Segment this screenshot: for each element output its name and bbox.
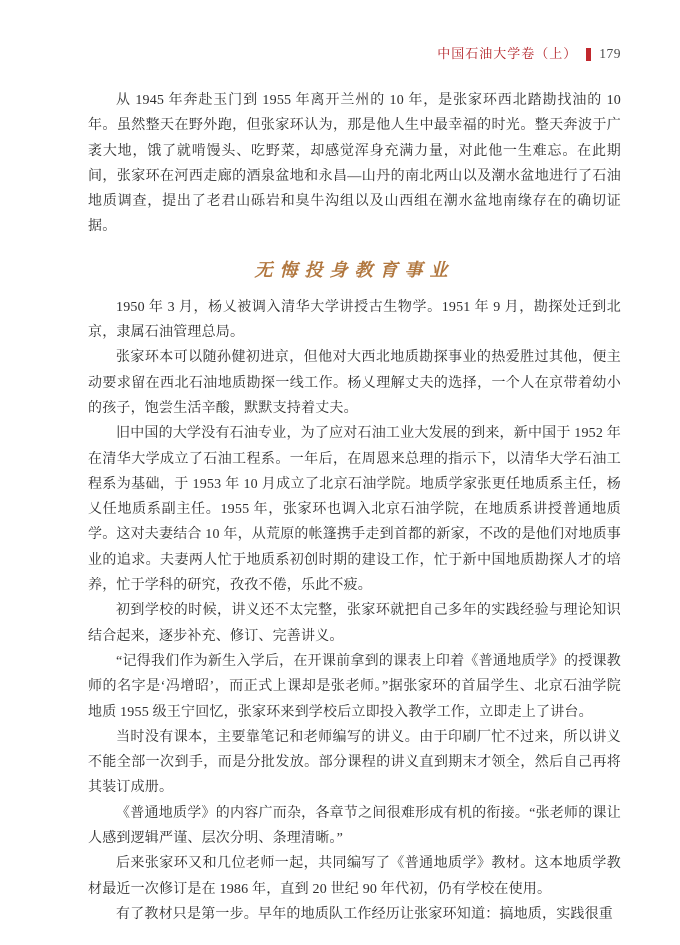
paragraph: “记得我们作为新生入学后，在开课前拿到的课表上印着《普通地质学》的授课教师的名字是‘冯增昭’，而正式上课却是张老师。”据张家环的首届学生、北京石油学院地质 1955 级王宁回忆，张家环来到学校后立即投入教学工作，立即走上了讲台。	[88, 653, 621, 720]
header-divider-bar	[586, 48, 591, 61]
section-heading: 无悔投身教育事业	[254, 259, 455, 280]
paragraph: 有了教材只是第一步。早年的地质队工作经历让张家环知道：搞地质，实践很重	[116, 906, 613, 922]
paragraph: 从 1945 年奔赴玉门到 1955 年离开兰州的 10 年，是张家环西北踏勘找油的 10 年。虽然整天在野外跑，但张家环认为，那是他人生中最幸福的时光。整天奔波于广袤大地，饿了就啃馒头、吃野菜，却感觉浑身充满力量，对此他一生难忘。在此期间，张家环在河西走廊的酒泉盆地和永昌—山丹的南北两山以及潮水盆地进行了石油地质调查，提出了老君山砾岩和臭牛沟组以及山西组在潮水盆地南缘存在的确切证据。	[88, 93, 621, 235]
paragraph: 当时没有课本，主要靠笔记和老师编写的讲义。由于印刷厂忙不过来，所以讲义不能全部一次到手，而是分批发放。部分课程的讲义直到期末才领全，然后自己再将其装订成册。	[88, 729, 621, 796]
paragraph: 旧中国的大学没有石油专业，为了应对石油工业大发展的到来，新中国于 1952 年在清华大学成立了石油工程系。一年后，在周恩来总理的指示下，以清华大学石油工程系为基础，于 1953 年 10 月成立了北京石油学院。地质学家张更任地质系主任，杨乂任地质系副主任。1955 年，张家环也调入北京石油学院，在地质系讲授普通地质学。这对夫妻结合 10 年，从荒原的帐篷携手走到首都的新家，不改的是他们对地质事业的追求。夫妻两人忙于地质系初创时期的建设工作，忙于新中国地质勘探人才的培养，忙于学科的研究，孜孜不倦，乐此不疲。	[88, 426, 621, 594]
paragraph: 后来张家环又和几位老师一起，共同编写了《普通地质学》教材。这本地质学教材最近一次修订是在 1986 年，直到 20 世纪 90 年代初，仍有学校在使用。	[88, 856, 621, 897]
paragraph: 初到学校的时候，讲义还不太完整，张家环就把自己多年的实践经验与理论知识结合起来，逐步补充、修订、完善讲义。	[88, 603, 621, 644]
paragraph: 1950 年 3 月，杨乂被调入清华大学讲授古生物学。1951 年 9 月，勘探处迁到北京，隶属石油管理总局。	[88, 299, 621, 341]
page-body	[88, 88, 621, 927]
paragraph: 《普通地质学》的内容广而杂，各章节之间很难形成有机的衔接。“张老师的课让人感到逻辑严谨、层次分明、条理清晰。”	[88, 805, 621, 847]
running-header-title: 中国石油大学卷（上）	[437, 46, 578, 61]
paragraph: 张家环本可以随孙健初进京，但他对大西北地质勘探事业的热爱胜过其他，便主动要求留在西北石油地质勘探一线工作。杨乂理解丈夫的选择，一个人在京带着幼小的孩子，饱尝生活辛酸，默默支持着丈夫。	[88, 350, 621, 416]
page-number: 179	[599, 46, 621, 61]
running-header	[88, 46, 621, 62]
